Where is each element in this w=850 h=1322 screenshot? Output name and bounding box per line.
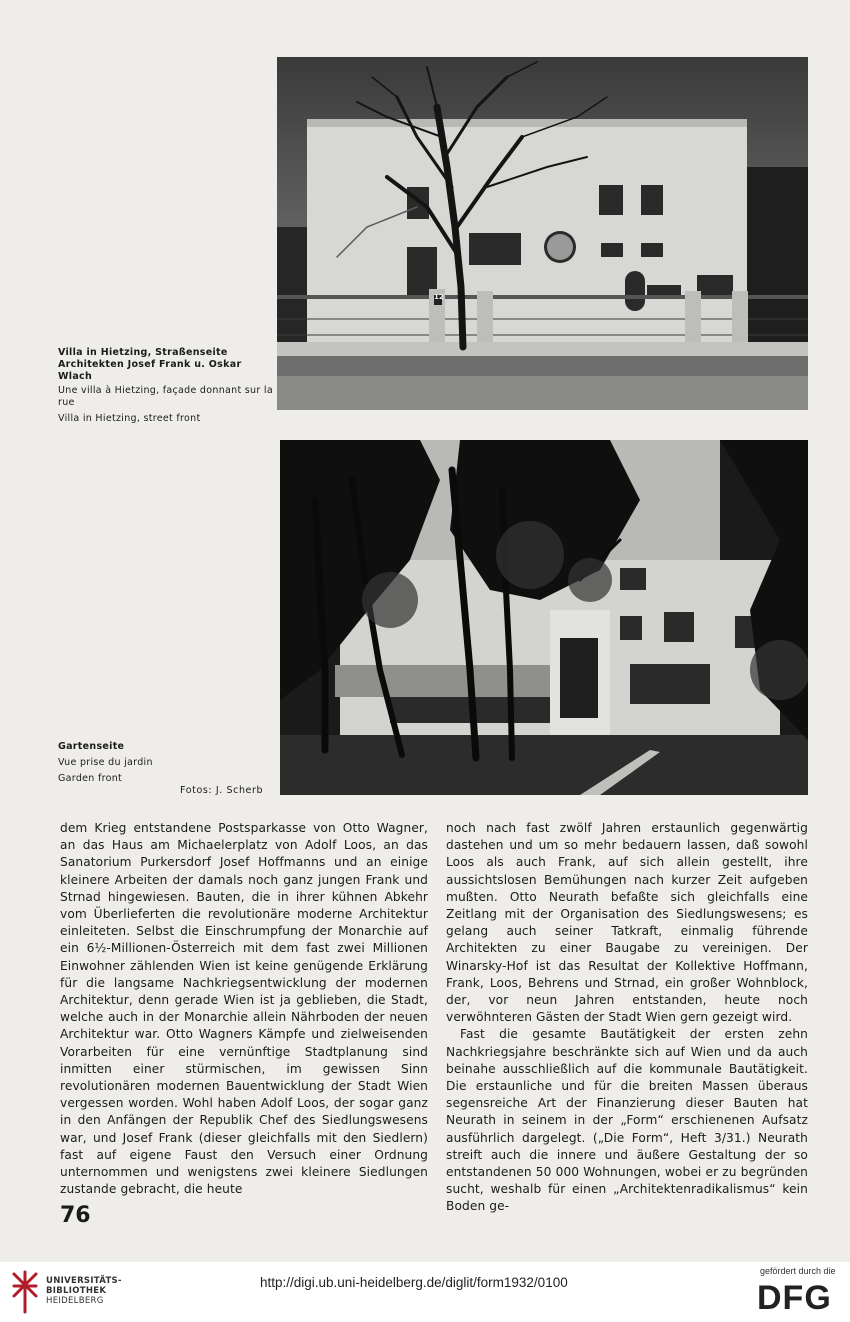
right-column-paragraph-1: noch nach fast zwölf Jahren erstaunlich gegenwärtig dastehen und um so mehr bedauern lassen, daß sowohl Loos als auch Frank, auf sich allein gestellt, ihre aussichtslosen Bemühungen nach kurzer Zeit aufgeben mußten. Otto Neurath befaßte sich gleichfalls eine Zeitlang mit der Organisation des Siedlungswesens; es gelang auch seiner Tatkraft, einmalig führende Architekten zu einer Baugabe zu vereinigen. Der Winarsky-Hof ist das Resultat der Kollektive Hoffmann, Frank, Loos, Behrens und Strnad, ein großer Wohnblock, der, vor neun Jahren entstanden, heute noch verwöhnteren Gästen der Stadt Wien gern gezeigt wird. — [446, 821, 808, 1025]
text-column-right — [446, 820, 808, 1216]
bottom-photo-caption — [58, 741, 273, 785]
library-name-line-3: HEIDELBERG — [46, 1296, 104, 1306]
university-library-logo-icon — [10, 1268, 40, 1316]
library-name-line-1: UNIVERSITÄTS- — [46, 1276, 122, 1286]
right-column-paragraph-2: Fast die gesamte Bautätigkeit der ersten zehn Nachkriegsjahre beschränkte sich auf Wien und da auch beinahe ausschließlich auf die kommunale Bautätigkeit. Die erstaunliche und für die breiten Massen überaus segensreiche Art der Finanzierung dieser Bauten hat Neurath in seinem in der „Form“ erschienenen Aufsatz ausführlich dargelegt. („Die Form“, Heft 3/31.) Neurath streift auch die innere und äußere Gestaltung der so entstandenen 50 000 Wohnungen, wobei er zu begründen sucht, weshalb für einen „Architektenradikalismus“ kein Boden ge- — [446, 1027, 808, 1214]
funding-label: gefördert durch die — [760, 1266, 836, 1276]
library-name — [46, 1276, 122, 1306]
villa-street-front-photo — [277, 57, 808, 410]
top-caption-french: Une villa à Hietzing, façade donnant sur la rue — [58, 385, 273, 408]
dfg-logo: DFG — [757, 1279, 832, 1317]
bottom-caption-title: Gartenseite — [58, 741, 125, 752]
house-plate-number: 12 — [434, 293, 444, 301]
library-name-line-2: BIBLIOTHEK — [46, 1286, 107, 1296]
villa-garden-front-photo — [280, 440, 808, 795]
top-caption-english: Villa in Hietzing, street front — [58, 413, 201, 424]
permalink-url[interactable]: http://digi.ub.uni-heidelberg.de/diglit/form1932/0100 — [260, 1275, 568, 1290]
digitization-footer — [0, 1262, 850, 1322]
page-number: 76 — [60, 1203, 91, 1228]
bottom-caption-english: Garden front — [58, 773, 123, 784]
top-caption-title: Villa in Hietzing, Straßenseite — [58, 347, 228, 358]
left-column-paragraph: dem Krieg entstandene Postsparkasse von Otto Wagner, an das Haus am Michaelerplatz von Adolf Loos, an das Sanatorium Purkersdorf Josef Hoffmanns und an einige kleinere Arbeiten der damals noch ganz jungen Frank und Strnad hingewiesen. Bauten, die in ihrer kühnen Abkehr vom Überlieferten die revolutionäre moderne Architektur einleiteten. Selbst die Einschrumpfung der Monarchie auf ein 6½-Millionen-Österreich mit dem fast zwei Millionen Einwohner zählenden Wien ist keine genügende Erklärung für die langsame Nachkriegsentwicklung der modernen Architektur, denn gerade Wien ist ja geblieben, die Stadt, welche auch in der Monarchie allein Nährboden der neuen Architektur war. Otto Wagners Kämpfe und zielweisenden Vorarbeiten für eine vernünftige Stadtplanung sind inmitten einer stürmischen, im gewissen Sinn revolutionären modernen Bauentwicklung der Stadt Wien vergessen worden. Wohl haben Adolf Loos, der sogar ganz in den Anfängen der Republik Chef des Siedlungswesens war, und Josef Frank (dieser gleichfalls mit den Siedlern) fast auf eigene Faust den Versuch einer Ordnung unternommen und wenigstens zwei kleinere Siedlungen zustande gebracht, die heute — [60, 821, 428, 1197]
top-photo-caption — [58, 347, 273, 425]
photo-credit: Fotos: J. Scherb — [180, 785, 264, 796]
text-column-left — [60, 820, 428, 1198]
bottom-caption-french: Vue prise du jardin — [58, 757, 153, 768]
top-caption-architects: Architekten Josef Frank u. Oskar Wlach — [58, 359, 242, 382]
